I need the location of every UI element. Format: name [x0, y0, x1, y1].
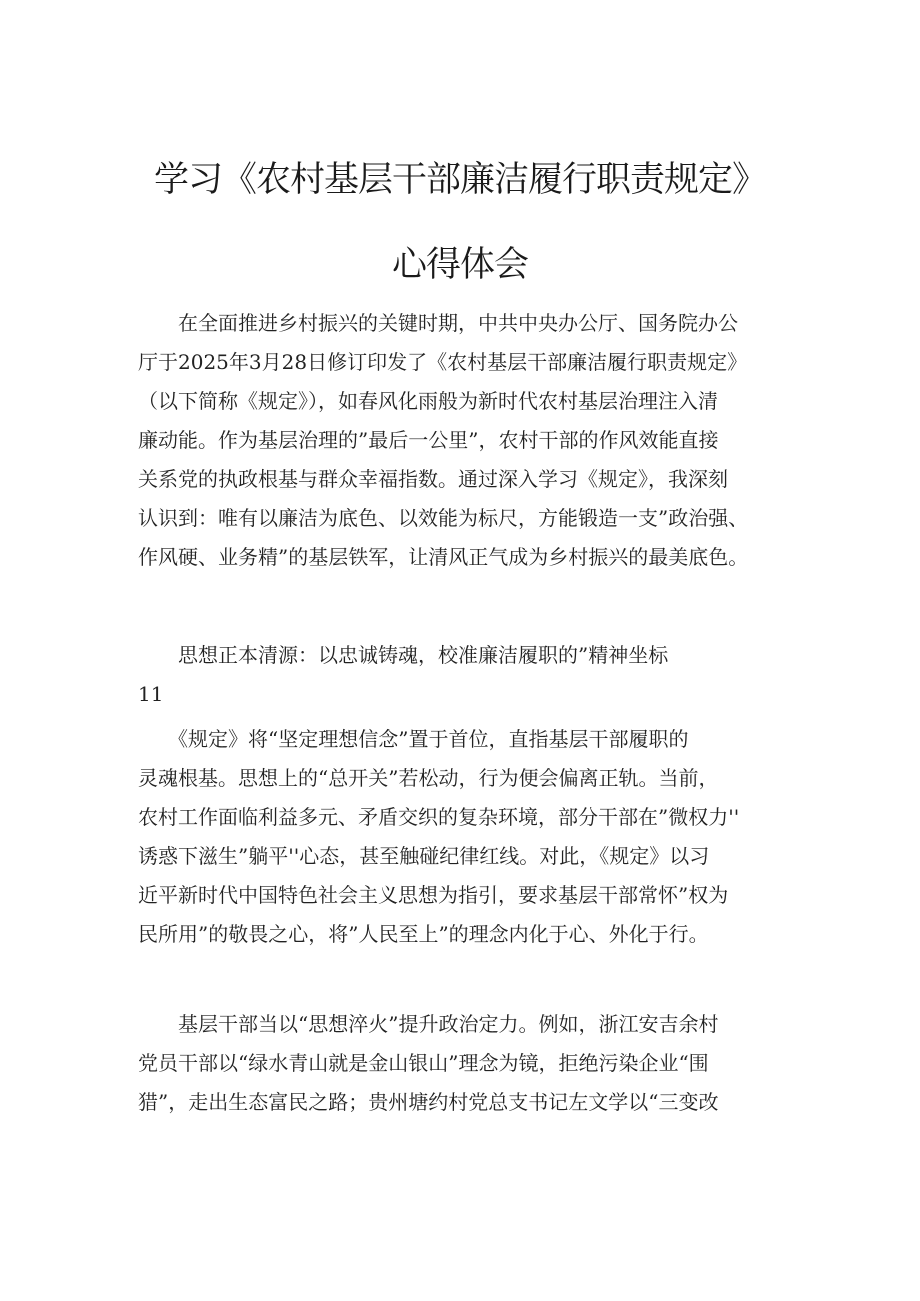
text-line: 在全面推进乡村振兴的关键时期，中共中央办公厅、国务院办公 [138, 311, 738, 335]
text-line: 党员干部以“绿水青山就是金山银山”理念为镜，拒绝污染企业“围 [138, 1051, 709, 1075]
text-line: 诱惑下滋生”躺平''心态，甚至触碰纪律红线。对此，《规定》以习 [138, 844, 710, 868]
document-title-line-2: 心得体会 [391, 245, 528, 285]
text-line: 认识到：唯有以廉洁为底色、以效能为标尺，方能锻造一支”政治强、 [138, 506, 749, 530]
text-line: 廉动能。作为基层治理的”最后一公里”，农村干部的作风效能直接 [138, 428, 719, 452]
text-line: 近平新时代中国特色社会主义思想为指引，要求基层干部常怀”权为 [138, 883, 729, 907]
text-line: 灵魂根基。思想上的“总开关”若松动，行为便会偏离正轨。当前， [138, 766, 719, 790]
text-line: 基层干部当以“思想淬火”提升政治定力。例如，浙江安吉余村 [138, 1012, 719, 1036]
paragraph-intro [138, 304, 798, 577]
text-line: 猎”，走出生态富民之路；贵州塘约村党总支书记左文学以“三变改 [138, 1090, 719, 1114]
text-line: 厅于2025年3月28日修订印发了《农村基层干部廉洁履行职责规定》 [138, 350, 748, 374]
text-line: 民所用”的敬畏之心，将”人民至上”的理念内化于心、外化于行。 [138, 922, 709, 946]
text-line: 11 [138, 682, 164, 706]
text-line: 思想正本清源：以忠诚铸魂，校准廉洁履职的”精神坐标 [138, 643, 669, 667]
text-line: 作风硬、业务精”的基层铁军，让清风正气成为乡村振兴的最美底色。 [138, 545, 749, 569]
document-title-line-1: 学习《农村基层干部廉洁履行职责规定》 [153, 160, 766, 200]
text-line: 关系党的执政根基与群众幸福指数。通过深入学习《规定》，我深刻 [138, 467, 728, 491]
text-line: （以下简称《规定》），如春风化雨般为新时代农村基层治理注入清 [138, 389, 718, 413]
text-line: 农村工作面临利益多元、矛盾交织的复杂环境，部分干部在”微权力'' [138, 805, 740, 829]
text-line: 《规定》将“坚定理想信念”置于首位，直指基层干部履职的 [138, 727, 689, 751]
paragraph-examples [138, 1005, 798, 1122]
section-heading [138, 636, 798, 714]
paragraph-ideology [138, 720, 798, 954]
